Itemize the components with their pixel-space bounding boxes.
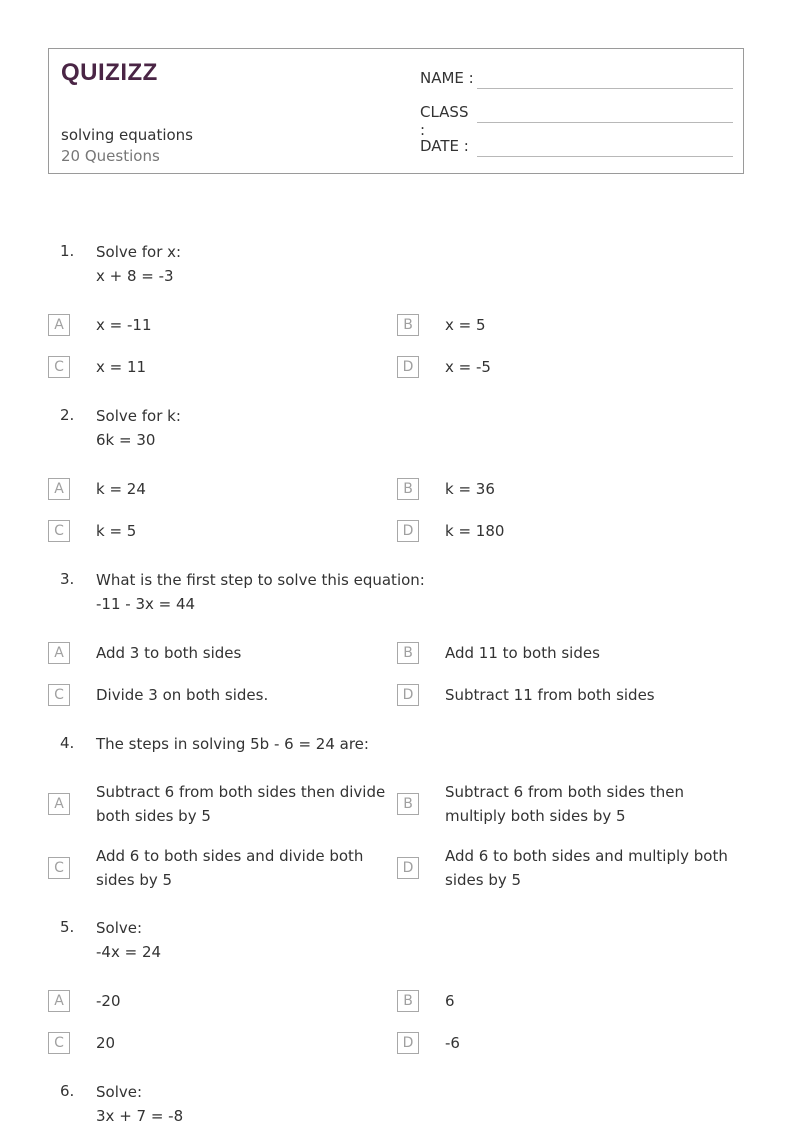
option-letter-box[interactable]: A bbox=[48, 990, 70, 1012]
option-letter-box[interactable]: C bbox=[48, 1032, 70, 1054]
question-line: The steps in solving 5b - 6 = 24 are: bbox=[96, 735, 369, 753]
option-letter-box[interactable]: C bbox=[48, 520, 70, 542]
question-text bbox=[96, 732, 369, 756]
question-number: 2. bbox=[60, 406, 75, 424]
question-line: Solve: bbox=[96, 1083, 143, 1101]
question-number: 6. bbox=[60, 1082, 75, 1100]
option-text: Subtract 6 from both sides then divide both sides by 5 bbox=[96, 783, 386, 825]
date-label: DATE : bbox=[420, 137, 469, 155]
option-text: Subtract 6 from both sides then multiply both sides by 5 bbox=[445, 783, 684, 825]
option-letter-box[interactable]: D bbox=[397, 857, 419, 879]
option-text: k = 5 bbox=[96, 522, 137, 540]
option-letter-box[interactable]: A bbox=[48, 793, 70, 815]
question-line: What is the first step to solve this equation: bbox=[96, 571, 425, 589]
question-number: 1. bbox=[60, 242, 75, 260]
option-letter-box[interactable]: C bbox=[48, 857, 70, 879]
question-text bbox=[96, 240, 181, 288]
option-letter-box[interactable]: A bbox=[48, 314, 70, 336]
option-text: Add 11 to both sides bbox=[445, 644, 600, 662]
question-text bbox=[96, 568, 425, 616]
option-text: x = -5 bbox=[445, 358, 491, 376]
option-text: 20 bbox=[96, 1034, 116, 1052]
option-letter-box[interactable]: C bbox=[48, 684, 70, 706]
question-line: -11 - 3x = 44 bbox=[96, 595, 196, 613]
option-text: x = -11 bbox=[96, 316, 152, 334]
question-line: x + 8 = -3 bbox=[96, 267, 174, 285]
option-letter-box[interactable]: B bbox=[397, 478, 419, 500]
option-letter-box[interactable]: D bbox=[397, 356, 419, 378]
option-letter-box[interactable]: D bbox=[397, 684, 419, 706]
option-text: Add 3 to both sides bbox=[96, 644, 242, 662]
question-line: -4x = 24 bbox=[96, 943, 162, 961]
option-text: x = 11 bbox=[96, 358, 147, 376]
option-text: 6 bbox=[445, 992, 455, 1010]
option-text: k = 36 bbox=[445, 480, 495, 498]
question-text bbox=[96, 1080, 183, 1128]
option-letter-box[interactable]: A bbox=[48, 642, 70, 664]
question-line: Solve for x: bbox=[96, 243, 182, 261]
question-line: 6k = 30 bbox=[96, 431, 156, 449]
option-text: k = 180 bbox=[445, 522, 505, 540]
date-line bbox=[477, 156, 733, 157]
name-field[interactable] bbox=[420, 69, 733, 87]
question-line: Solve for k: bbox=[96, 407, 181, 425]
class-field[interactable] bbox=[420, 103, 733, 139]
question-number: 3. bbox=[60, 570, 75, 588]
option-text: Add 6 to both sides and divide both sides by 5 bbox=[96, 847, 364, 889]
worksheet-header bbox=[48, 48, 744, 174]
option-letter-box[interactable]: A bbox=[48, 478, 70, 500]
option-text: Add 6 to both sides and multiply both sides by 5 bbox=[445, 847, 728, 889]
question-text bbox=[96, 916, 161, 964]
quizizz-logo: QUIZIZZ bbox=[61, 59, 158, 86]
option-text: x = 5 bbox=[445, 316, 486, 334]
question-line: Solve: bbox=[96, 919, 143, 937]
option-letter-box[interactable]: B bbox=[397, 642, 419, 664]
question-text bbox=[96, 404, 181, 452]
option-letter-box[interactable]: C bbox=[48, 356, 70, 378]
option-text: Subtract 11 from both sides bbox=[445, 686, 655, 704]
question-count: 20 Questions bbox=[61, 147, 160, 165]
class-label: CLASS : bbox=[420, 103, 469, 139]
option-text: Divide 3 on both sides. bbox=[96, 686, 269, 704]
option-text: -20 bbox=[96, 992, 121, 1010]
option-text: k = 24 bbox=[96, 480, 146, 498]
option-letter-box[interactable]: B bbox=[397, 314, 419, 336]
option-text: -6 bbox=[445, 1034, 460, 1052]
class-line bbox=[477, 122, 733, 123]
option-letter-box[interactable]: D bbox=[397, 520, 419, 542]
option-letter-box[interactable]: D bbox=[397, 1032, 419, 1054]
date-field[interactable] bbox=[420, 137, 733, 155]
question-line: 3x + 7 = -8 bbox=[96, 1107, 184, 1125]
option-letter-box[interactable]: B bbox=[397, 793, 419, 815]
name-label: NAME : bbox=[420, 69, 474, 87]
name-line bbox=[477, 88, 733, 89]
question-number: 4. bbox=[60, 734, 75, 752]
option-letter-box[interactable]: B bbox=[397, 990, 419, 1012]
question-number: 5. bbox=[60, 918, 75, 936]
worksheet-title: solving equations bbox=[61, 126, 193, 144]
